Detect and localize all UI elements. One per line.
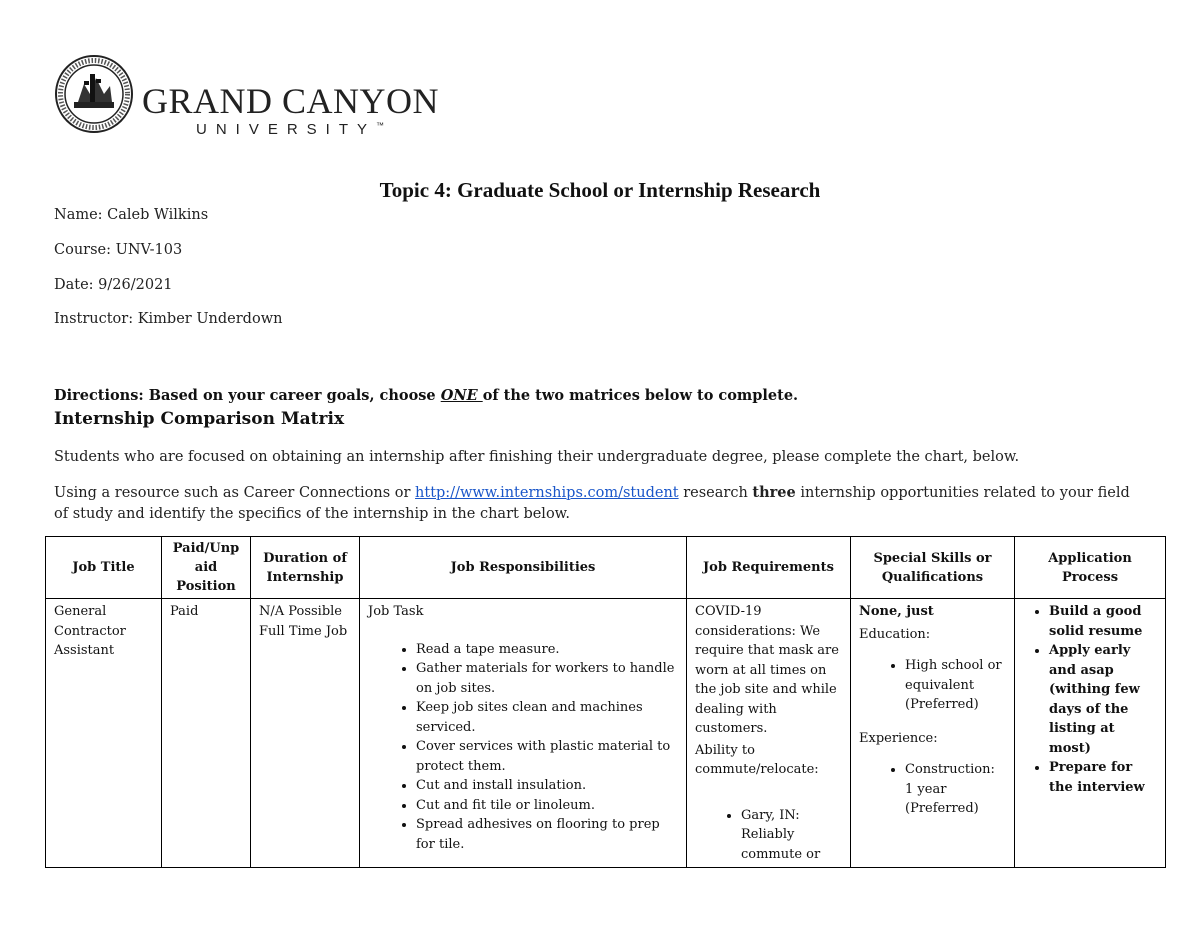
student-name: Name: Caleb Wilkins bbox=[54, 207, 209, 223]
requirements-covid: COVID-19 considerations: We require that mask are worn at all times on the job site and while dealing with customers. bbox=[695, 604, 839, 736]
internships-link[interactable]: http://www.internships.com/student bbox=[415, 485, 679, 501]
cell-paid: Paid bbox=[162, 599, 251, 868]
cell-application bbox=[1015, 599, 1166, 868]
instructions-paragraph: Using a resource such as Career Connections or http://www.internships.com/student research three internship opportunities related to your field of study and identify the specifics of the internship in the chart below. bbox=[54, 484, 1130, 522]
intro-paragraph: Students who are focused on obtaining an internship after finishing their undergraduate degree, please complete the chart, below. bbox=[54, 449, 1020, 465]
header-duration: Duration of Internship bbox=[251, 537, 360, 599]
logo-wordmark: GRAND CANYON bbox=[142, 81, 440, 121]
cell-responsibilities bbox=[360, 599, 687, 868]
list-item: • Gather materials for workers to handle on job sites. bbox=[416, 659, 678, 698]
cell-job-title: General Contractor Assistant bbox=[46, 599, 162, 868]
responsibilities-intro: Job Task bbox=[368, 604, 424, 619]
list-item: • Prepare for the interview bbox=[1049, 758, 1157, 797]
logo-subword: UNIVERSITY™ bbox=[196, 121, 385, 138]
internship-comparison-table bbox=[45, 536, 1166, 868]
course-code: Course: UNV-103 bbox=[54, 242, 183, 258]
directions: Directions: Based on your career goals, choose ONE of the two matrices below to complete. bbox=[54, 387, 799, 404]
instructor-name: Instructor: Kimber Underdown bbox=[54, 311, 283, 327]
skills-lead: None, just bbox=[859, 604, 934, 619]
header-application: Application Process bbox=[1015, 537, 1166, 599]
skills-education-label: Education: bbox=[859, 626, 931, 642]
list-item: • Apply early and asap (withing few days of the listing at most) bbox=[1049, 641, 1157, 758]
header-responsibilities: Job Responsibilities bbox=[360, 537, 687, 599]
header-paid-position: Paid/Unp aid Position bbox=[162, 537, 251, 599]
skills-experience-label: Experience: bbox=[859, 730, 938, 746]
cell-duration: N/A Possible Full Time Job bbox=[251, 599, 360, 868]
list-item: • Keep job sites clean and machines serviced. bbox=[416, 698, 678, 737]
header-job-title: Job Title bbox=[46, 537, 162, 599]
list-item: • Cut and fit tile or linoleum. bbox=[416, 796, 678, 816]
list-item: • Spread adhesives on flooring to prep for tile. bbox=[416, 815, 678, 854]
university-logo bbox=[54, 54, 440, 138]
header-skills: Special Skills or Qualifications bbox=[851, 537, 1015, 599]
list-item: • Read a tape measure. bbox=[416, 640, 678, 660]
assignment-date: Date: 9/26/2021 bbox=[54, 277, 173, 293]
skills-experience-list bbox=[859, 760, 1006, 819]
table-header-row bbox=[46, 537, 1166, 599]
list-item: • Gary, IN: Reliably commute or bbox=[741, 806, 842, 865]
requirements-commute: Ability to commute/relocate: bbox=[695, 742, 819, 777]
list-item: • Construction: 1 year (Preferred) bbox=[905, 760, 1006, 819]
list-item: • High school or equivalent (Preferred) bbox=[905, 656, 1006, 715]
list-item: • Build a good solid resume bbox=[1049, 602, 1157, 641]
application-list bbox=[1023, 602, 1157, 797]
section-heading: Internship Comparison Matrix bbox=[54, 409, 345, 429]
list-item: • Cover services with plastic material to protect them. bbox=[416, 737, 678, 776]
header-requirements: Job Requirements bbox=[687, 537, 851, 599]
responsibilities-list bbox=[368, 640, 678, 855]
skills-education-list bbox=[859, 656, 1006, 715]
university-seal-icon bbox=[54, 54, 134, 134]
cell-skills bbox=[851, 599, 1015, 868]
page-title: Topic 4: Graduate School or Internship Research bbox=[379, 178, 821, 202]
cell-requirements bbox=[687, 599, 851, 868]
requirements-list bbox=[695, 806, 842, 865]
list-item: • Cut and install insulation. bbox=[416, 776, 678, 796]
table-row bbox=[46, 599, 1166, 868]
